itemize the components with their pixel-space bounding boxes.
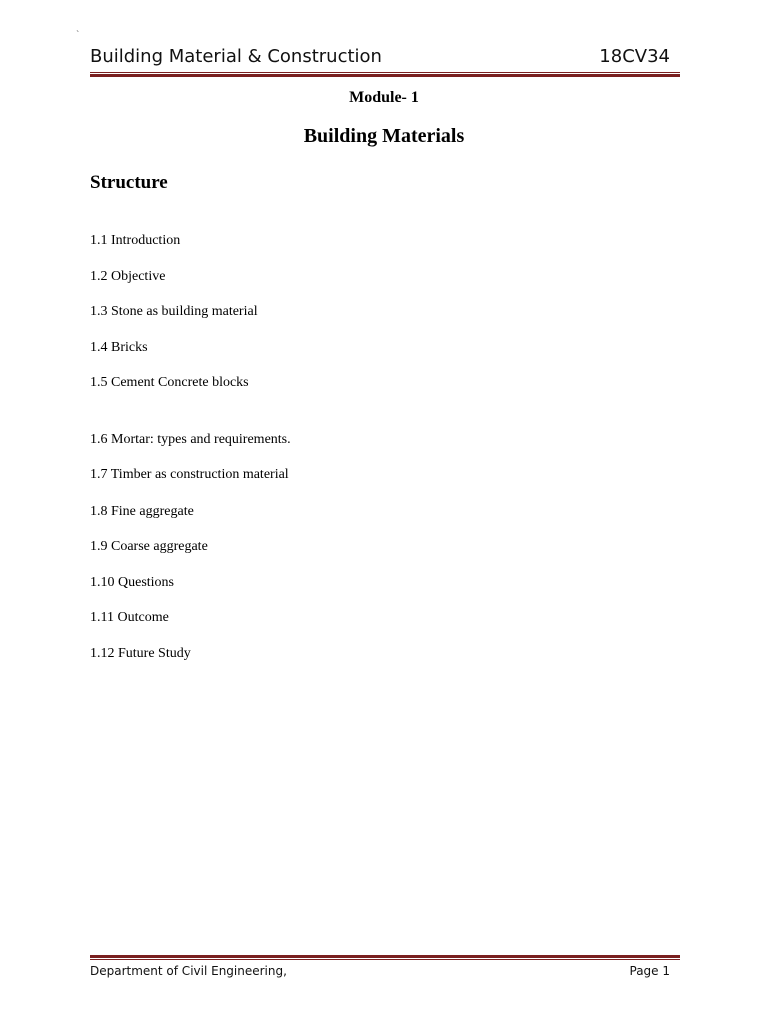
toc-item: 1.8 Fine aggregate xyxy=(90,504,194,519)
toc-item: 1.4 Bricks xyxy=(90,340,148,355)
toc-item: 1.5 Cement Concrete blocks xyxy=(90,375,249,390)
header-rule-thin xyxy=(90,72,680,73)
header-course-code: 18CV34 xyxy=(599,46,670,67)
toc-item: 1.2 Objective xyxy=(90,269,166,284)
toc-item: 1.3 Stone as building material xyxy=(90,304,258,319)
page-mark: ` xyxy=(76,30,80,41)
header-title: Building Material & Construction xyxy=(90,46,382,67)
page-title: Building Materials xyxy=(303,125,465,147)
toc-item: 1.12 Future Study xyxy=(90,646,191,661)
footer-rule-thin xyxy=(90,959,680,960)
toc-item: 1.9 Coarse aggregate xyxy=(90,539,208,554)
module-label: Module- 1 xyxy=(349,89,419,106)
footer-department: Department of Civil Engineering, xyxy=(90,964,287,978)
toc-item: 1.11 Outcome xyxy=(90,610,169,625)
toc-item: 1.6 Mortar: types and requirements. xyxy=(90,432,291,447)
footer-rule-thick xyxy=(90,955,680,958)
toc-item: 1.1 Introduction xyxy=(90,233,181,248)
footer-page-number: Page 1 xyxy=(629,964,670,978)
structure-heading: Structure xyxy=(90,172,168,193)
header-rule-thick xyxy=(90,74,680,77)
page-header xyxy=(90,46,670,72)
toc-item: 1.7 Timber as construction material xyxy=(90,467,289,482)
toc-item: 1.10 Questions xyxy=(90,575,174,590)
